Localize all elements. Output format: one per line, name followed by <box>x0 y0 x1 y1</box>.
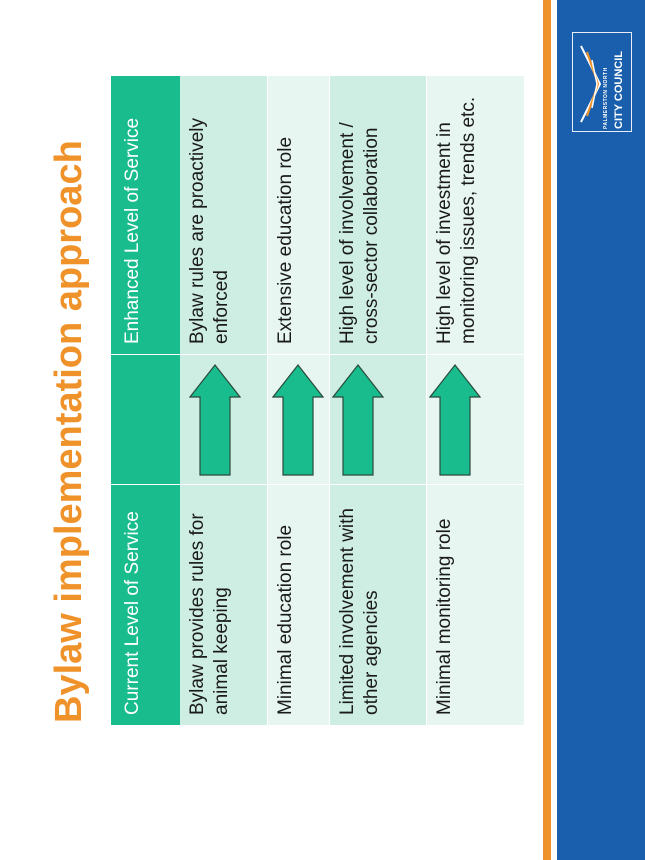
table-row <box>268 76 329 725</box>
header-enhanced: Enhanced Level of Service <box>122 117 143 344</box>
arrow-cell <box>180 354 267 484</box>
enhanced-level-cell: Bylaw rules are proactively enforced <box>187 118 232 344</box>
table-row <box>180 76 267 725</box>
current-level-cell: Minimal monitoring role <box>427 484 524 725</box>
slide-title: Bylaw implementation approach <box>48 140 90 723</box>
header-current: Current Level of Service <box>111 484 180 725</box>
current-level-cell: Bylaw provides rules for animal keeping <box>180 484 267 725</box>
logo-text-small: PALMERSTON NORTH <box>603 67 609 129</box>
table-header-row <box>111 76 180 725</box>
arrow-right-icon <box>332 364 384 476</box>
arrow-cell <box>268 354 329 484</box>
table-row <box>427 76 524 725</box>
service-comparison-table <box>111 76 524 725</box>
enhanced-level-cell: Extensive education role <box>275 136 296 344</box>
table-row <box>330 76 426 725</box>
enhanced-level-cell: High level of investment in monitoring issues, trends etc. <box>434 96 479 344</box>
arrow-cell <box>330 354 426 484</box>
arrow-right-icon <box>189 364 241 476</box>
logo-text-big: CITY COUNCIL <box>613 50 625 129</box>
logo-emblem-icon <box>578 40 604 128</box>
arrow-cell <box>427 354 524 484</box>
arrow-right-icon <box>272 364 324 476</box>
header-middle <box>111 354 180 484</box>
current-level-cell: Minimal education role <box>268 484 329 725</box>
arrow-right-icon <box>429 364 481 476</box>
current-level-cell: Limited involvement with other agencies <box>330 484 426 725</box>
enhanced-level-cell: High level of involvement / cross-sector collaboration <box>337 122 382 344</box>
